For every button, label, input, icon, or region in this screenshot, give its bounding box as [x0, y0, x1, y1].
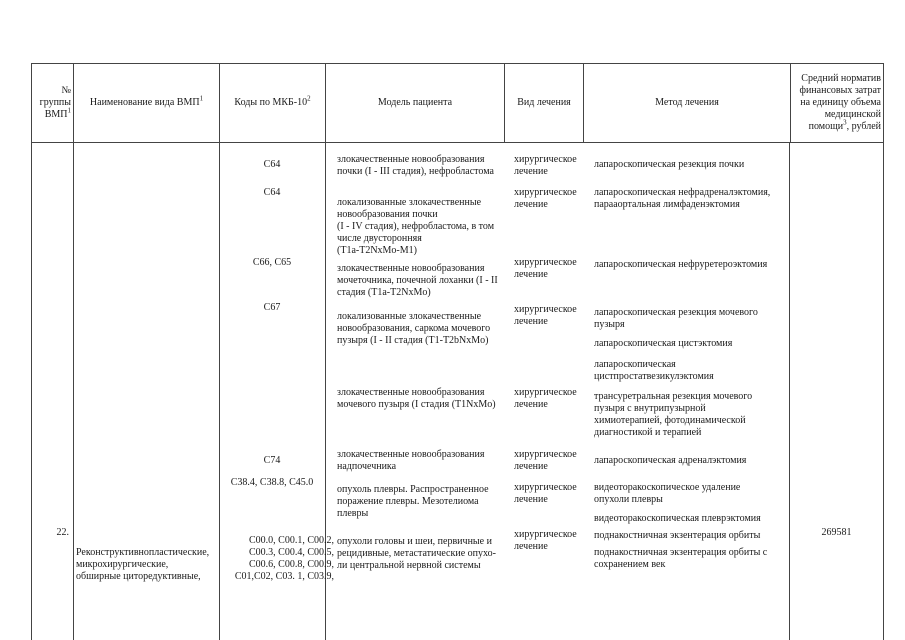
column-border: [219, 143, 220, 640]
treatment-type: хирургическое лечение: [514, 482, 577, 505]
treatment-method: видеоторакоскопическое удаление опухоли плевры: [594, 482, 741, 505]
treatment-method: трансуретральная резекция мочевого пузыря с внутрипузырной химиотерапией, фотодинамической диагностикой и терапией: [594, 391, 753, 438]
header-treatment-method: Метод лечения: [584, 64, 791, 143]
patient-model: локализованные злокачественные новообразования, саркома мочевого пузыря (I - II стадия (T1-T2bNxMo): [337, 311, 491, 346]
icd-code: C64: [263, 187, 281, 198]
patient-model: локализованные злокачественные новообразования почки (I - IV стадия), нефробластома, в том числе двусторонняя (T1a-T2NxMo-M1): [337, 197, 495, 256]
patient-model: злокачественные новообразования мочеточника, почечной лоханки (I - II стадия (T1a-T2NxMo): [337, 263, 498, 298]
patient-model: злокачественные новообразования мочевого пузыря (I стадия (T1NxMo): [337, 387, 496, 410]
vmp-name: Реконструктивнопластические, микрохирургические, обширные циторедуктивные,: [76, 547, 210, 582]
header-patient-model: Модель пациента: [326, 64, 505, 143]
icd-code: C74: [263, 455, 281, 466]
treatment-method: лапароскопическая цистэктомия: [594, 338, 733, 349]
table-header: [31, 63, 884, 143]
header-treatment-type: Вид лечения: [505, 64, 584, 143]
column-border: [883, 143, 884, 640]
icd-code: C64: [263, 159, 281, 170]
header-vmp-name: Наименование вида ВМП$^1$: [74, 64, 220, 143]
treatment-method: лапароскопическая цистпростатвезикулэктомия: [594, 359, 714, 382]
treatment-method: лапароскопическая нефрадреналэктомия, парааортальная лимфаденэктомия: [594, 187, 771, 210]
icd-code: C00.0, C00.1, C00.2, C00.3, C00.4, C00.5, C00.6, C00.8, C00.9, C01,C02, C03. 1, C03.9,: [234, 535, 334, 582]
treatment-type: хирургическое лечение: [514, 154, 577, 177]
average-cost: 269581: [821, 527, 852, 538]
column-border: [31, 143, 32, 640]
treatment-type: хирургическое лечение: [514, 187, 577, 210]
group-number: 22.: [56, 527, 69, 538]
icd-code: C67: [263, 302, 281, 313]
treatment-method: лапароскопическая нефруретероэктомия: [594, 259, 768, 270]
header-icd-codes: Коды по МКБ-$10^2$: [220, 64, 326, 143]
treatment-type: хирургическое лечение: [514, 529, 577, 552]
treatment-type: хирургическое лечение: [514, 449, 577, 472]
treatment-method: видеоторакоскопическая плеврэктомия: [594, 513, 761, 524]
treatment-method: лапароскопическая адреналэктомия: [594, 455, 747, 466]
column-border: [73, 143, 74, 640]
treatment-type: хирургическое лечение: [514, 304, 577, 327]
icd-code: C38.4, C38.8, C45.0: [230, 477, 314, 488]
treatment-method: лапароскопическая резекция мочевого пузыря: [594, 307, 758, 330]
column-border: [789, 143, 790, 640]
treatment-method: поднакостничная экзентерация орбиты с сохранением век: [594, 547, 768, 570]
treatment-type: хирургическое лечение: [514, 257, 577, 280]
header-group-number: № группы ВМП$^1$: [32, 64, 74, 143]
treatment-method: поднакостничная экзентерация орбиты: [594, 530, 761, 541]
header-average-cost: Средний норматив финансовых затрат на единицу объема медицинской помощи$^3$, рублей: [791, 64, 884, 143]
patient-model: опухоли головы и шеи, первичные и рецидивные, метастатические опухо- ли центральной нервной системы: [337, 536, 496, 571]
patient-model: злокачественные новообразования надпочечника: [337, 449, 485, 472]
icd-code: C66, C65: [252, 257, 292, 268]
patient-model: опухоль плевры. Распространенное поражение плевры. Мезотелиома плевры: [337, 484, 489, 519]
treatment-method: лапароскопическая резекция почки: [594, 159, 745, 170]
patient-model: злокачественные новообразования почки (I - III стадия), нефробластома: [337, 154, 494, 177]
treatment-type: хирургическое лечение: [514, 387, 577, 410]
